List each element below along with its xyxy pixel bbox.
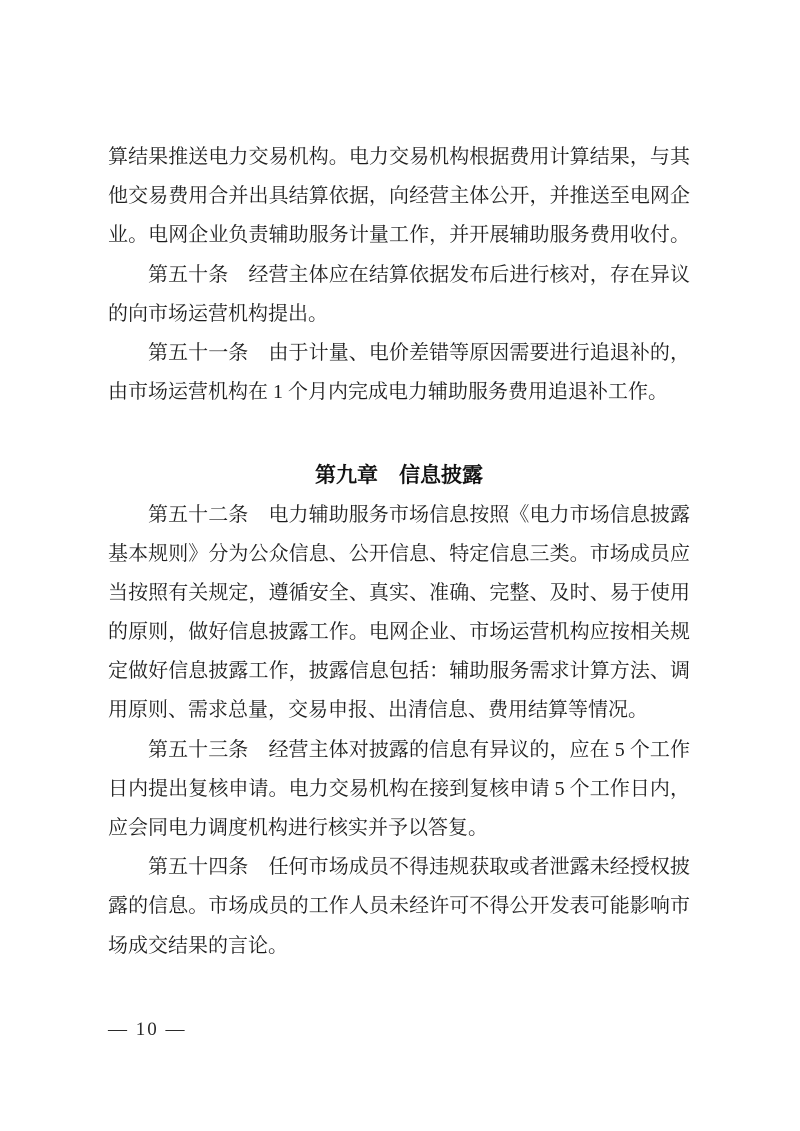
text-line: 第五十二条 电力辅助服务市场信息按照《电力市场信息披露 — [148, 503, 690, 526]
text-line: 应会同电力调度机构进行核实并予以答复。 — [108, 817, 488, 839]
paragraph — [108, 334, 690, 412]
paragraph — [108, 848, 690, 966]
paragraph — [108, 496, 690, 731]
chapter-heading: 第九章 信息披露 — [315, 464, 483, 488]
text-line: 他交易费用合并出具结算依据，向经营主体公开，并推送至电网企 — [108, 185, 690, 208]
paragraph — [108, 138, 690, 256]
text-line: 日内提出复核申请。电力交易机构在接到复核申请 5 个工作日内， — [108, 777, 690, 800]
paragraph — [108, 256, 690, 334]
text-line: 当按照有关规定，遵循安全、真实、准确、完整、及时、易于使用 — [108, 581, 690, 604]
text-line: 露的信息。市场成员的工作人员未经许可不得公开发表可能影响市 — [108, 895, 690, 918]
text-line: 第五十四条 任何市场成员不得违规获取或者泄露未经授权披 — [148, 856, 690, 879]
text-line: 算结果推送电力交易机构。电力交易机构根据费用计算结果，与其 — [108, 146, 690, 168]
paragraph — [108, 731, 690, 849]
text-line: 基本规则》分为公众信息、公开信息、特定信息三类。市场成员应 — [108, 542, 690, 565]
text-line: 由市场运营机构在 1 个月内完成电力辅助服务费用追退补工作。 — [108, 381, 668, 404]
text-line: 用原则、需求总量，交易申报、出清信息、费用结算等情况。 — [108, 699, 648, 722]
text-line: 第五十条 经营主体应在结算依据发布后进行核对，存在异议 — [148, 263, 690, 286]
text-line: 定做好信息披露工作，披露信息包括：辅助服务需求计算方法、调 — [108, 660, 690, 683]
text-line: 业。电网企业负责辅助服务计量工作，并开展辅助服务费用收付。 — [108, 224, 690, 247]
page-number: — 10 — — [108, 1019, 187, 1040]
text-line: 第五十三条 经营主体对披露的信息有异议的，应在 5 个工作 — [148, 738, 690, 761]
text-line: 场成交结果的言论。 — [108, 934, 288, 957]
text-line: 的原则，做好信息披露工作。电网企业、市场运营机构应按相关规 — [108, 621, 690, 644]
document-body — [108, 138, 690, 966]
text-line: 的向市场运营机构提出。 — [108, 302, 328, 325]
text-line: 第五十一条 由于计量、电价差错等原因需要进行追退补的， — [148, 341, 690, 364]
